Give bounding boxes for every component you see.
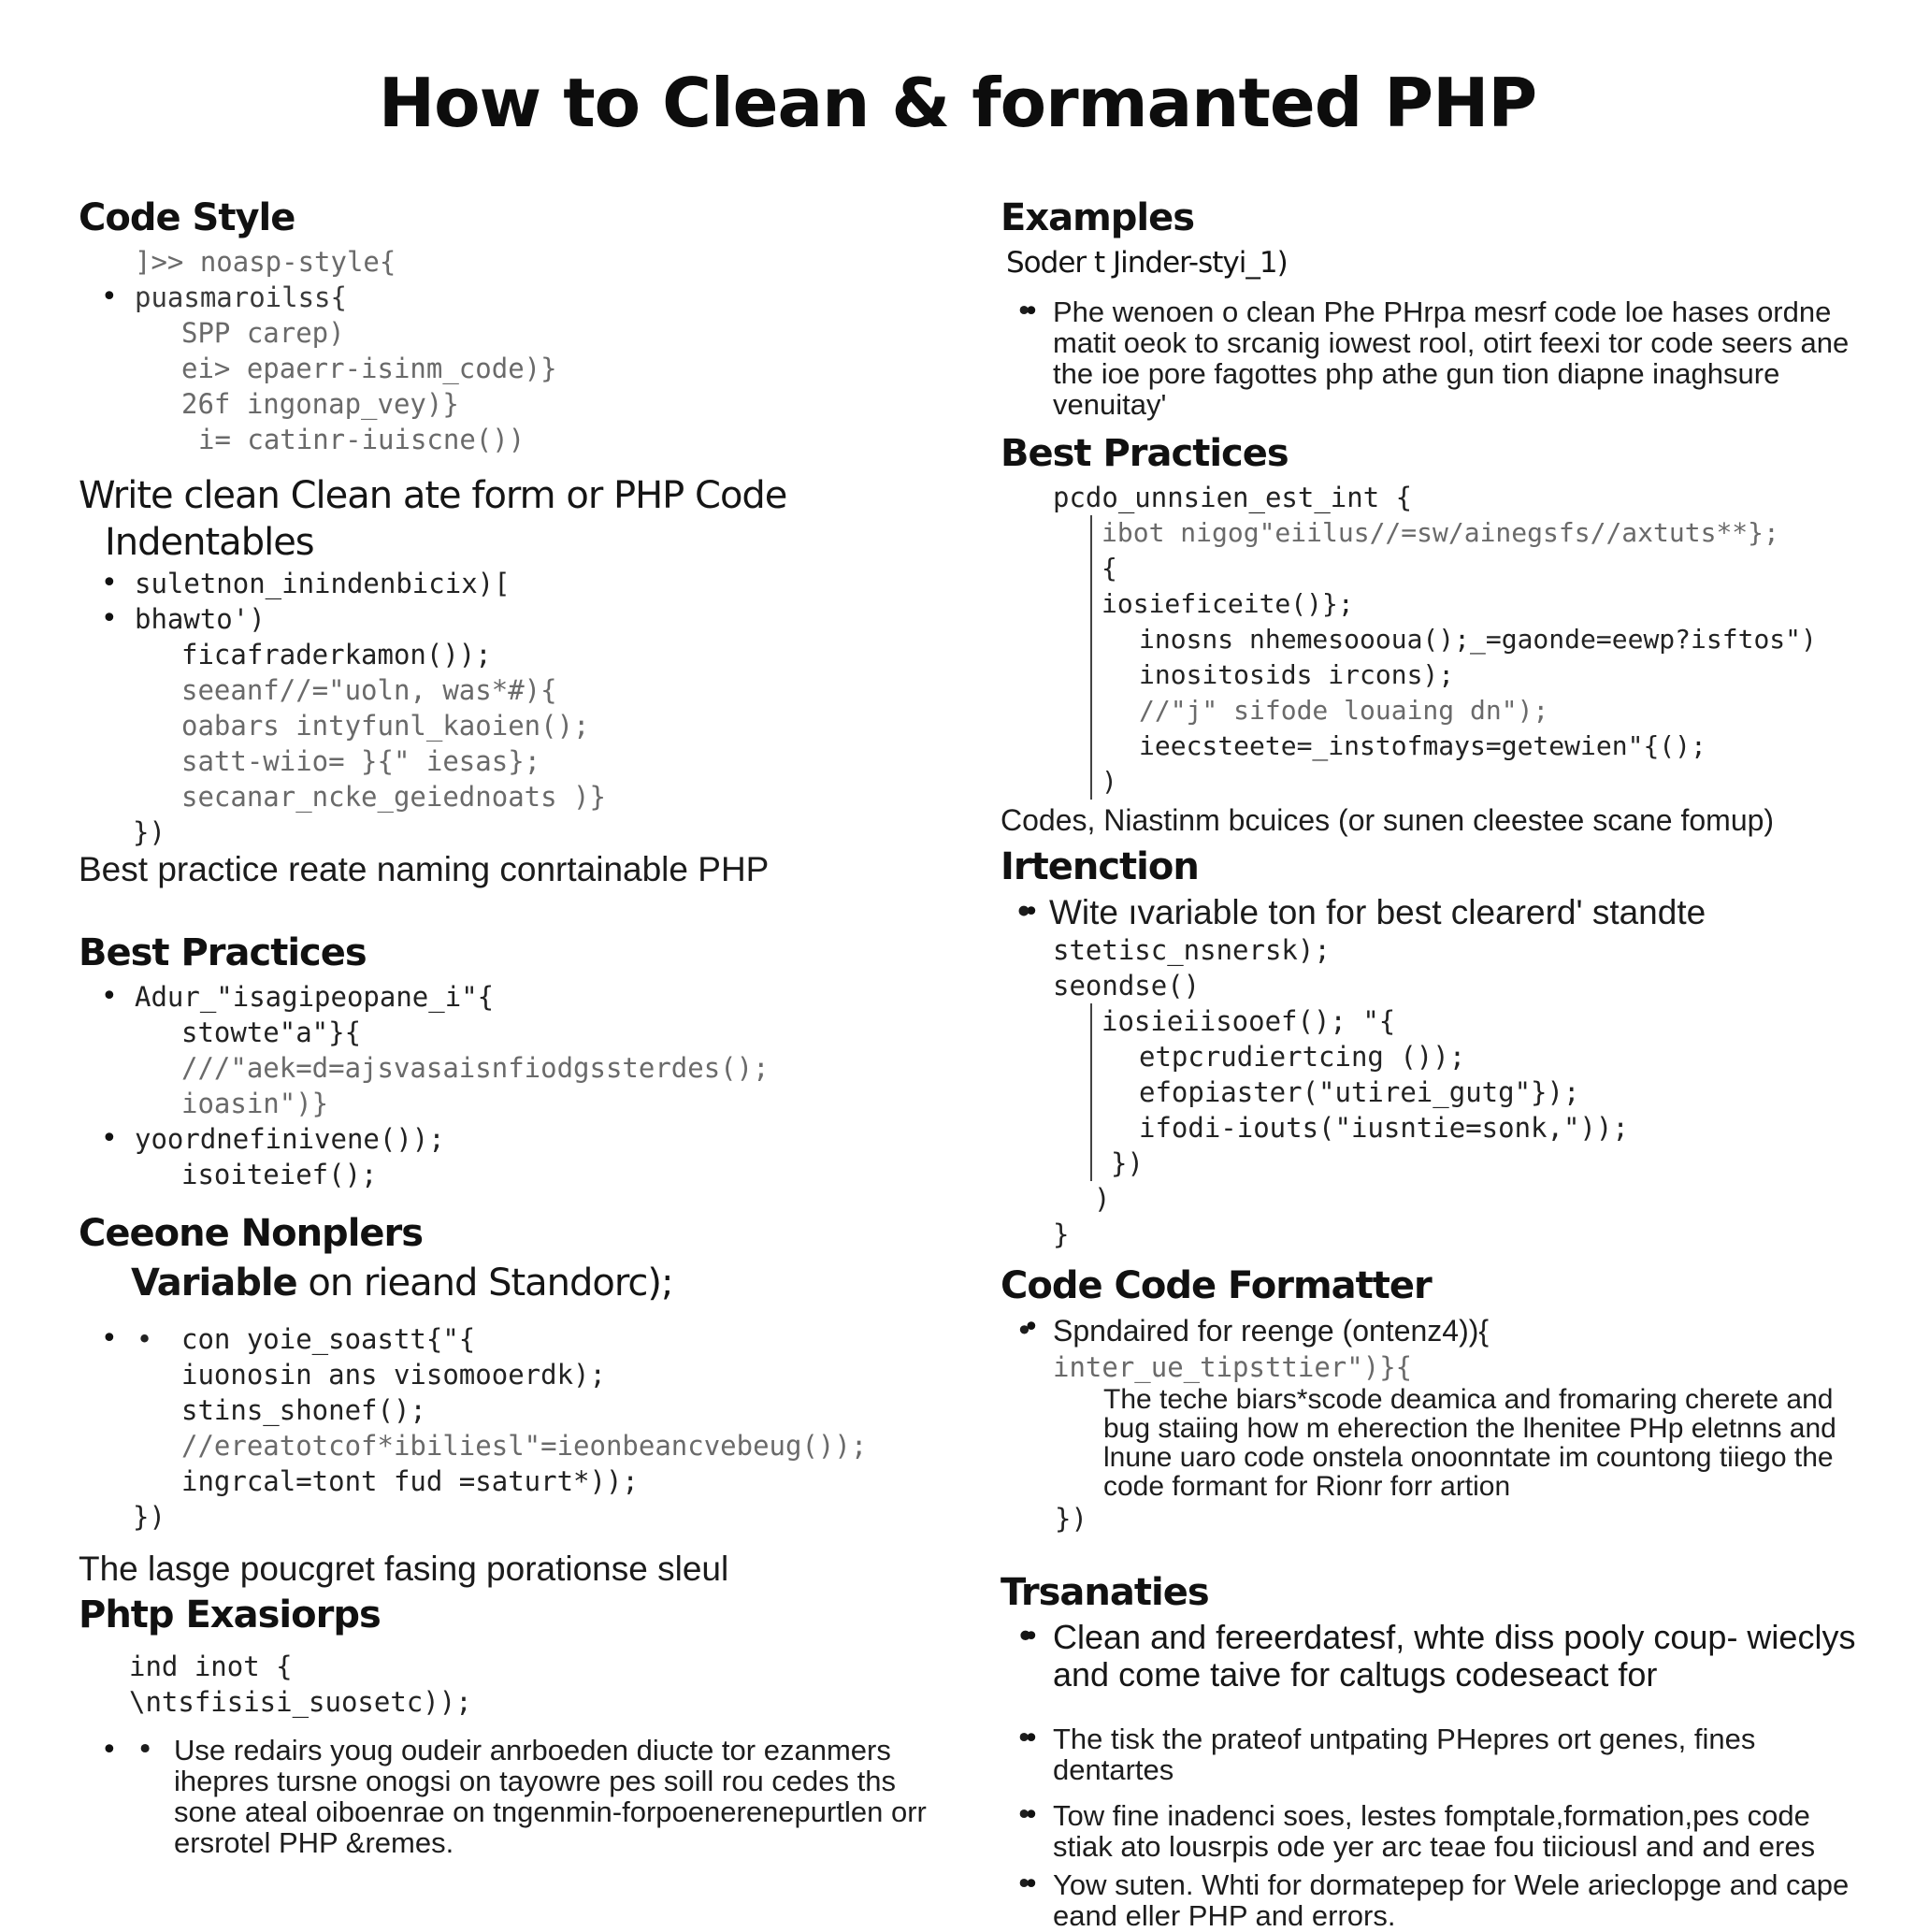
code-bullet: • bhawto') xyxy=(79,601,967,637)
section-heading: Trsanaties xyxy=(1001,1571,1209,1614)
section-best-practices-right xyxy=(1001,427,1879,841)
bullet-text: Tow fine inadenci soes, lestes fomptale,formation,pes code stiak ato lousrpis ode yer arc teae fou tiiciousl and and eres xyxy=(1053,1799,1816,1863)
section-irtenction xyxy=(1001,841,1879,1252)
code-text: con yoie_soastt{"{ xyxy=(181,1323,476,1355)
code-line: ei> epaerr-isinm_code)} xyxy=(181,353,557,384)
code-bullet: • • con yoie_soastt{"{ xyxy=(79,1321,967,1357)
code-line: ///"aek=d=ajsvasaisnfiodgssterdes(); xyxy=(181,1052,770,1084)
section-heading: Code Style xyxy=(79,196,295,239)
code-line: }) xyxy=(133,1501,166,1533)
section-formatter xyxy=(1001,1260,1879,1536)
code-line: seeanf//="uoln, was*#){ xyxy=(181,674,557,706)
code-line: ieecsteete=_instofmays=getewien"{(); xyxy=(1139,730,1706,761)
bullet-text: Clean and fereerdatesf, whte diss pooly coup- wieclys and come taive for caltugs codeseact for xyxy=(1053,1618,1856,1694)
code-line: }) xyxy=(133,816,166,848)
section-heading: Phtp Exasiorps xyxy=(79,1593,381,1636)
code-bullet: • yoordnefinivene()); xyxy=(79,1121,967,1157)
code-line: inosns nhemesoooua();_=gaonde=eewp?isftos") xyxy=(1139,624,1817,655)
code-line: //ereatotcof*ibiliesl"=ieonbeancvebeug()); xyxy=(181,1430,868,1462)
code-line: ioasin")} xyxy=(181,1088,329,1119)
section-subheading: Indentables xyxy=(105,521,314,564)
code-line: ind inot { xyxy=(129,1651,293,1682)
section-phtp xyxy=(79,1589,967,1858)
code-line: i= catinr-iuiscne()) xyxy=(198,424,526,455)
paragraph: The teche biars*scode deamica and fromaring cherete and bug staiing how m eherection the lhenitee PHp eletnns and lnune uaro code onstela onoonntate im countong tiiego the code formant for Rionr forr artion xyxy=(1103,1384,1836,1502)
code-block xyxy=(1090,1003,1879,1181)
code-line: SPP carep) xyxy=(181,317,345,349)
section-write-clean xyxy=(79,472,967,889)
section-heading: Best Practices xyxy=(1001,432,1289,475)
code-line: inositosids ircons); xyxy=(1139,659,1455,690)
code-line: //"j" sifode louaing dn"); xyxy=(1139,695,1549,726)
code-line: stins_shonef(); xyxy=(181,1394,426,1426)
code-line: stetisc_nsnersk); xyxy=(1053,934,1331,966)
code-line: } xyxy=(1053,1218,1070,1250)
code-line: ifodi-iouts("iusntie=sonk,")); xyxy=(1139,1112,1629,1144)
code-line: { xyxy=(1101,553,1117,584)
bullet-paragraph: • • Yow suten. Whti for dormatepep for Wele arieclopge and cape eand eller PHP and errors. xyxy=(1001,1869,1879,1931)
section-ceeone xyxy=(79,1207,967,1589)
bullet-text: Wite ıvariable ton for best clearerd' standte xyxy=(1049,893,1706,931)
bullet-paragraph: • • Use redairs youg oudeir anrboeden diucte tor ezanmers ihepres tursne onogsi on tayowre pes soill rou cedes ths sone ateal oiboenrae on tngenmin-forpoenerenepurtlen orr ersrotel PHP &remes. xyxy=(79,1735,967,1858)
code-line: ) xyxy=(1101,766,1117,797)
section-subheading xyxy=(79,1260,967,1306)
code-line: \ntsfisisi_suosetc)); xyxy=(129,1686,472,1718)
code-bullet: • puasmaroilss{ xyxy=(79,280,967,315)
code-line: }) xyxy=(1111,1147,1144,1179)
subheading-bold: Variable xyxy=(131,1262,297,1305)
section-best-practices-left xyxy=(79,927,967,1192)
section-heading: Examples xyxy=(1001,196,1195,239)
bullet-paragraph: • • Phe wenoen o clean Phe PHrpa mesrf code loe hases ordne matit oeok to srcanig iowest rool, otirt feexi tor code seers ane the ioe pore fagottes php athe gun tion diapne inaghsure venuitay' xyxy=(1001,296,1879,420)
code-line: inter_ue_tipsttier")}{ xyxy=(1053,1351,1413,1383)
section-trsanaties xyxy=(1001,1566,1879,1931)
bullet-paragraph: • • Clean and fereerdatesf, whte diss pooly coup- wieclys and come taive for caltugs codeseact for xyxy=(1001,1619,1879,1694)
paragraph: Codes, Niastinm bcuices (or sunen cleestee scane fomup) xyxy=(1001,803,1775,837)
code-line: 26f ingonap_vey)} xyxy=(181,388,459,420)
bullet-text: Spndaired for reenge (ontenz4)){ xyxy=(1053,1314,1490,1348)
paragraph: The lasge poucgret fasing porationse sleul xyxy=(79,1550,729,1588)
paragraph: Best practice reate naming conrtainable PHP xyxy=(79,850,770,888)
code-block xyxy=(1090,515,1879,800)
code-line: oabars intyfunl_kaoien(); xyxy=(181,710,590,742)
subheading-rest: on rieand Standorc); xyxy=(296,1262,673,1305)
bullet-text: Yow suten. Whti for dormatepep for Wele arieclopge and cape eand eller PHP and errors. xyxy=(1053,1868,1850,1932)
code-line: ingrcal=tont fud =saturt*)); xyxy=(181,1465,639,1497)
code-line: iosieiisooef(); "{ xyxy=(1101,1005,1396,1037)
section-heading: Ceeone Nonplers xyxy=(79,1212,424,1255)
code-line: efopiaster("utirei_gutg"}); xyxy=(1139,1076,1580,1108)
bullet-line: • • Wite ıvariable ton for best clearerd' standte xyxy=(1001,893,1879,932)
bullet-text: Use redairs youg oudeir anrboeden diucte tor ezanmers ihepres tursne onogsi on tayowre pes soill rou cedes ths sone ateal oiboenrae on tngenmin-forpoenerenepurtlen orr ersrotel PHP &remes. xyxy=(174,1734,927,1859)
code-line: iosieficeite()}; xyxy=(1101,588,1354,619)
code-line: iuonosin ans visomooerdk); xyxy=(181,1359,606,1391)
bullet-text: Phe wenoen o clean Phe PHrpa mesrf code loe hases ordne matit oeok to srcanig iowest rool, otirt feexi tor code seers ane the ioe pore fagottes php athe gun tion diapne inaghsure venuitay' xyxy=(1053,296,1850,421)
section-subheading: Soder t Jinder-styi_1) xyxy=(1006,246,1288,280)
page-title: How to Clean & formanted PHP xyxy=(378,64,1537,142)
code-line: stowte"a"}{ xyxy=(181,1016,362,1048)
code-bullet: • suletnon_inindenbicix)[ xyxy=(79,566,967,601)
section-examples xyxy=(1001,192,1879,420)
code-line: satt-wiio= }{" iesas}; xyxy=(181,745,541,777)
code-line: secanar_ncke_geiednoats )} xyxy=(181,781,606,813)
code-bullet: • Adur_"isagipeopane_i"{ xyxy=(79,979,967,1015)
section-heading: Best Practices xyxy=(79,931,367,974)
section-heading: Code Code Formatter xyxy=(1001,1264,1432,1307)
code-line: ibot nigog"eiilus//=sw/ainegsfs//axtuts**}; xyxy=(1101,517,1779,548)
code-line: ficafraderkamon()); xyxy=(181,639,492,670)
code-line: ) xyxy=(1094,1183,1111,1215)
section-heading: Write clean Clean ate form or PHP Code xyxy=(79,474,787,517)
bullet-paragraph: • • The tisk the prateof untpating PHepres ort genes, fines dentartes xyxy=(1001,1723,1879,1785)
bullet-paragraph: • • Tow fine inadenci soes, lestes fomptale,formation,pes code stiak ato lousrpis ode yer arc teae fou tiiciousl and and eres xyxy=(1001,1800,1879,1862)
code-line: ]>> noasp-style{ xyxy=(135,246,396,278)
bullet-line: • • Spndaired for reenge (ontenz4)){ xyxy=(1001,1312,1879,1349)
bullet-text: The tisk the prateof untpating PHepres ort genes, fines dentartes xyxy=(1053,1723,1756,1786)
code-line: pcdo_unnsien_est_int { xyxy=(1053,482,1413,513)
code-line: }) xyxy=(1055,1503,1087,1535)
left-column xyxy=(79,192,967,1858)
code-line: isoiteief(); xyxy=(181,1159,378,1190)
section-heading: Irtenction xyxy=(1001,845,1199,888)
section-code-style xyxy=(79,192,967,457)
code-line: seondse() xyxy=(1053,970,1201,1002)
code-line: etpcrudiertcing ()); xyxy=(1139,1041,1466,1073)
right-column xyxy=(1001,192,1879,1931)
